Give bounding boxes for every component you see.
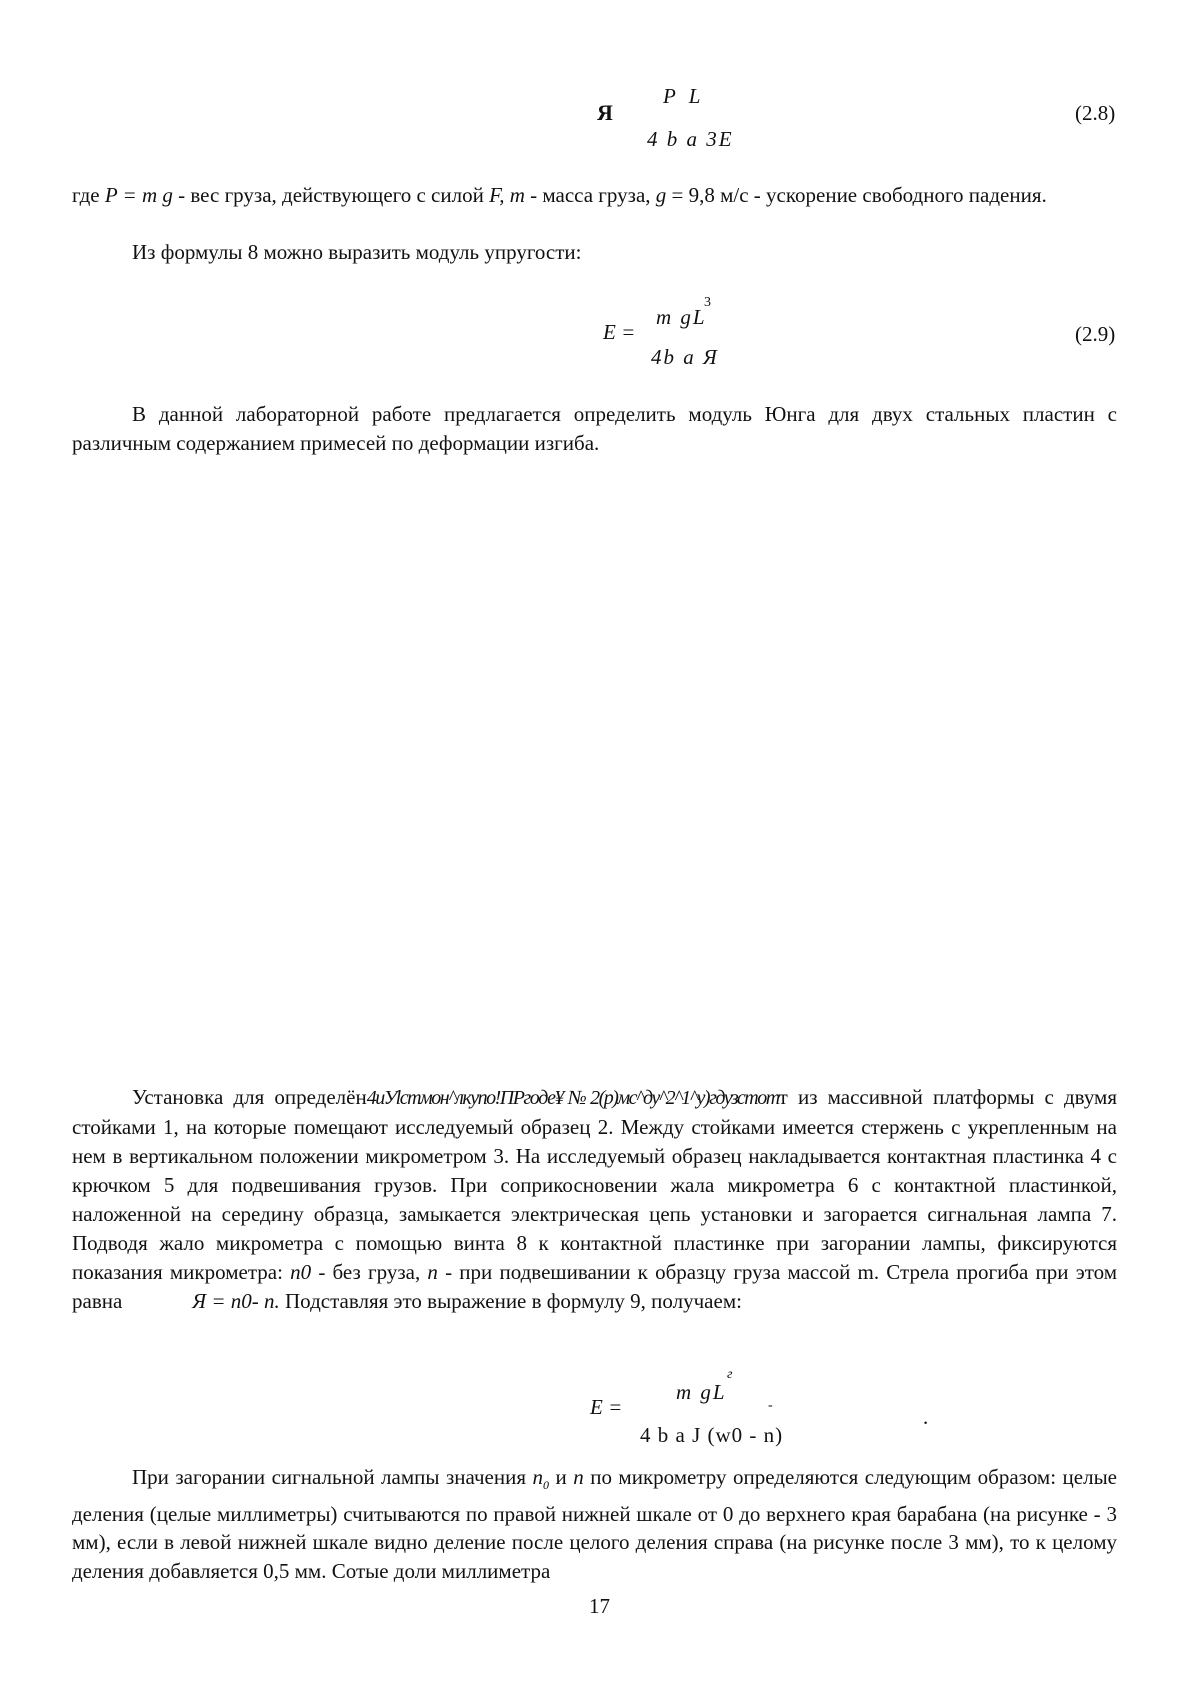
paragraph-weight-definition — [72, 181, 1117, 210]
text-fragment: вес груза, действующего с силой — [185, 183, 490, 207]
formula-dot: . — [923, 1405, 929, 1429]
math-symbol: g — [655, 183, 667, 207]
text-fragment: При загорании сигнальной лампы значения — [132, 1465, 533, 1489]
formula-numerator: m gL — [656, 305, 707, 329]
math-expression: P = m g - — [104, 183, 186, 207]
math-symbol: F, — [489, 183, 505, 207]
formula-numerator: m gL — [676, 1380, 727, 1404]
text-fragment: Установка для определён — [132, 1085, 367, 1109]
page-number: 17 — [589, 1594, 610, 1618]
formula-exponent: г — [727, 1367, 733, 1382]
text-fragment: = 9,8 м/с - ускорение свободного падения. — [666, 183, 1047, 207]
formula-lhs: Я — [597, 100, 613, 125]
paragraph-formula-intro: Из формулы 8 можно выразить модуль упругости: — [132, 240, 582, 264]
math-symbol: n0 - — [290, 1260, 326, 1284]
formula-denominator: 4 b a 3E — [647, 127, 734, 151]
math-symbol: n — [573, 1465, 584, 1489]
text-fragment: при подвешивании к образцу груза массой m. Стрела прогиба при этом равна — [72, 1260, 1118, 1313]
formula-denominator: 4 b a J (w0 - n) — [640, 1423, 784, 1447]
text-fragment: без груза, — [325, 1260, 428, 1284]
equation-number: (2.8) — [1075, 101, 1116, 125]
formula-numerator: P L — [663, 84, 705, 108]
math-subscript: 0 — [543, 1478, 549, 1493]
text-fragment: Подставляя это выражение в формулу 9, получаем: — [279, 1289, 742, 1313]
text-fragment: по микрометру определяются следующим образом: целые деления (целые миллиметры) считываются по правой нижней шкале от 0 до верхнего края барабана (на рисунке - 3 мм), если в левой нижней шкале видно деление после целого деления справа (на рисунке после 3 мм), то к целому деления добавляется 0,5 мм. Сотые доли миллиметра — [72, 1465, 1117, 1583]
formula-denominator: 4b a Я — [651, 345, 719, 369]
garbled-text: 4uУlcтмон^лкуno!ПPгoде¥№2(p)мc^ду^2^1^у)гдузстот — [366, 1087, 779, 1109]
math-symbol: m - — [509, 183, 538, 207]
paragraph-lab-purpose: В данной лабораторной работе предлагается определить модуль Юнга для двух стальных пластин с различным содержанием примесей по деформации изгиба. — [72, 402, 1117, 455]
math-expression: Я = n0- n. — [192, 1289, 280, 1313]
formula-exponent: 3 — [704, 295, 711, 310]
math-symbol: n — [532, 1465, 543, 1489]
formula-lhs: E = — [590, 1395, 623, 1419]
math-symbol: n - — [427, 1260, 453, 1284]
text-fragment: т из массивной платформы с двумя стойками 1, на которые помещают исследуемый образец 2. Между стойками имеется стержень с укрепленным на нем в вертикальном положении микрометром 3. На исследуемый образец накладывается контактная пластинка 4 с крючком 5 для подвешивания грузов. При соприкосновении жала микрометра 6 с контактной пластинкой, наложенной на середину образца, замыкается электрическая цепь установки и загорается сигнальная лампа 7. Подводя жало микрометра с помощью винта 8 к контактной пластинке при загорании лампы, фиксируются показания микрометра: — [72, 1085, 1117, 1284]
text-fragment: масса груза, — [537, 183, 656, 207]
text-fragment: где — [72, 183, 105, 207]
paragraph-setup-description — [72, 1083, 1117, 1316]
equation-number: (2.9) — [1075, 322, 1116, 346]
paragraph-micrometer-reading — [72, 1463, 1117, 1585]
text-fragment: и — [549, 1465, 574, 1489]
formula-lhs: E = — [603, 320, 636, 344]
formula-dash: - — [768, 1398, 773, 1413]
